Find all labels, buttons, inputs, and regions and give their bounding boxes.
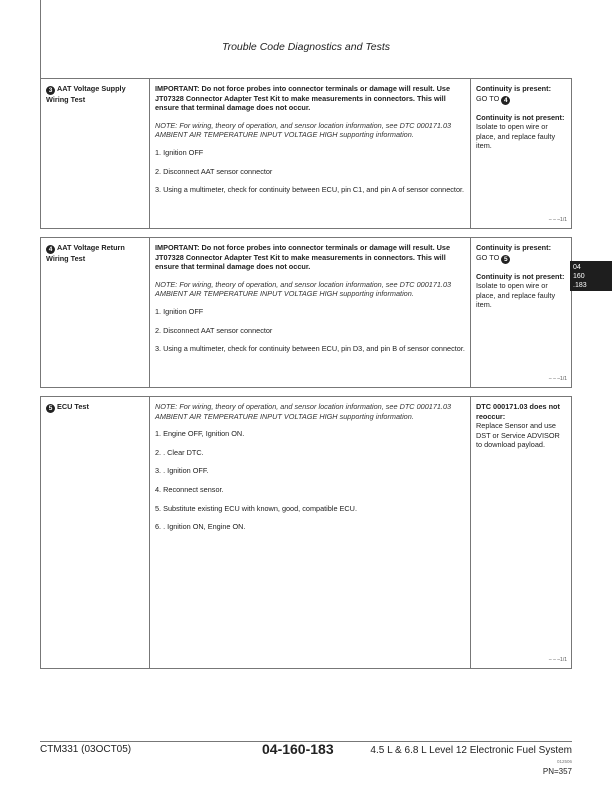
result-heading: Continuity is not present: bbox=[476, 271, 565, 281]
margin-line bbox=[40, 0, 41, 78]
test-box-5 bbox=[40, 396, 572, 669]
test-results bbox=[470, 397, 571, 668]
footer-pn: PN=357 bbox=[542, 767, 572, 776]
important-text: IMPORTANT: Do not force probes into connector terminals or damage will result. Use JT07328 Connector Adapter Test Kit to make measurements in connectors. This will ensure that terminal damage does not occur. bbox=[155, 84, 451, 113]
step: 3. Using a multimeter, check for continuity between ECU, pin C1, and pin A of sensor connector. bbox=[155, 185, 465, 195]
result-heading: Continuity is present: bbox=[476, 243, 551, 252]
step: 2. Disconnect AAT sensor connector bbox=[155, 166, 273, 176]
test-box-4 bbox=[40, 237, 572, 388]
tab-section: 160 bbox=[573, 273, 585, 280]
step-number-icon: 4 bbox=[46, 245, 55, 254]
page-title: Trouble Code Diagnostics and Tests bbox=[221, 41, 391, 53]
result-heading: Continuity is present: bbox=[476, 84, 551, 93]
important-text: IMPORTANT: Do not force probes into connector terminals or damage will result. Use JT07328 Connector Adapter Test Kit to make measurements in connectors. This will ensure that terminal damage does not occur. bbox=[155, 243, 451, 272]
result-heading: Continuity is not present: bbox=[476, 112, 565, 122]
step: 2. . Clear DTC. bbox=[155, 447, 204, 457]
test-name: 5 ECU Test bbox=[41, 397, 149, 668]
test-results bbox=[470, 79, 571, 228]
test-name: 3 AAT Voltage Supply Wiring Test bbox=[46, 84, 126, 104]
result-text: GO TO bbox=[476, 93, 500, 103]
step: 5. Substitute existing ECU with known, good, compatible ECU. bbox=[155, 503, 357, 513]
test-name: 4 AAT Voltage Return Wiring Test bbox=[46, 243, 125, 263]
test-box-3 bbox=[40, 78, 572, 229]
footer-title: 4.5 L & 6.8 L Level 12 Electronic Fuel System bbox=[370, 745, 572, 756]
step: 3. . Ignition OFF. bbox=[155, 466, 209, 476]
test-procedure bbox=[149, 397, 470, 668]
note-text: NOTE: For wiring, theory of operation, and sensor location information, see DTC 000171.03 AMBIENT AIR TEMPERATURE INPUT VOLTAGE HIGH supporting information. bbox=[155, 279, 452, 299]
test-results bbox=[470, 238, 571, 387]
footer-page-number: 04-160-183 bbox=[262, 741, 334, 757]
step-number-icon: 5 bbox=[46, 404, 55, 413]
step: 6. . Ignition ON, Engine ON. bbox=[155, 522, 246, 532]
step: 2. Disconnect AAT sensor connector bbox=[155, 325, 273, 335]
note-text: NOTE: For wiring, theory of operation, and sensor location information, see DTC 000171.03 AMBIENT AIR TEMPERATURE INPUT VOLTAGE HIGH supporting information. bbox=[155, 120, 452, 140]
result-text: Isolate to open wire or place, and replace faulty item. bbox=[476, 122, 556, 151]
result-text: GO TO bbox=[476, 252, 500, 262]
step-number-icon: 3 bbox=[46, 86, 55, 95]
result-text: Replace Sensor and use DST or Service ADVISOR to download payload. bbox=[476, 421, 560, 450]
step: 1. Engine OFF, Ignition ON. bbox=[155, 429, 245, 439]
note-text: NOTE: For wiring, theory of operation, and sensor location information, see DTC 000171.03 AMBIENT AIR TEMPERATURE INPUT VOLTAGE HIGH supporting information. bbox=[155, 402, 452, 421]
tab-group: 04 bbox=[573, 264, 581, 271]
page-ref: – – –1/1 bbox=[548, 217, 567, 224]
goto-step-icon[interactable]: 5 bbox=[501, 255, 510, 264]
step: 1. Ignition OFF bbox=[155, 306, 204, 316]
step: 3. Using a multimeter, check for continuity between ECU, pin D3, and pin B of sensor connector. bbox=[155, 344, 465, 354]
test-procedure bbox=[149, 79, 470, 228]
page-ref: – – –1/1 bbox=[548, 376, 567, 383]
goto-step-icon[interactable]: 4 bbox=[501, 96, 510, 105]
step: 4. Reconnect sensor. bbox=[155, 484, 224, 494]
result-heading: DTC 000171.03 does not reoccur: bbox=[476, 402, 560, 421]
test-procedure bbox=[149, 238, 470, 387]
page-ref: – – –1/1 bbox=[548, 657, 567, 664]
footer-code: 012506 bbox=[556, 759, 572, 764]
section-tab bbox=[570, 261, 612, 291]
result-text: Isolate to open wire or place, and replace faulty item. bbox=[476, 281, 556, 310]
tab-page: .183 bbox=[573, 282, 587, 289]
footer-manual-id: CTM331 (03OCT05) bbox=[40, 744, 132, 755]
step: 1. Ignition OFF bbox=[155, 147, 204, 157]
